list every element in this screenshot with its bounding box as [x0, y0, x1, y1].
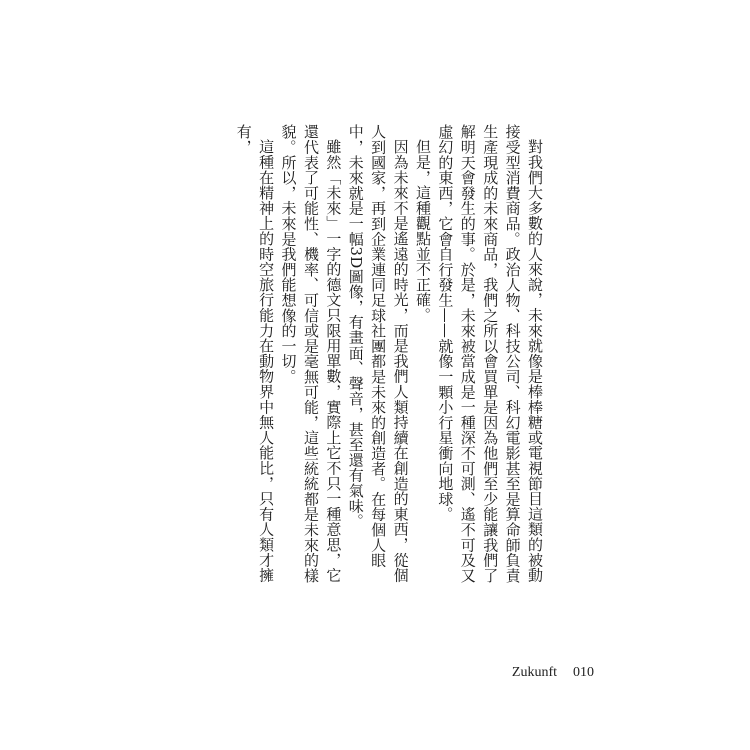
vertical-text-block — [232, 124, 546, 594]
paragraph-2: 但是，這種觀點並不正確。 — [413, 139, 432, 323]
page-footer — [512, 665, 594, 681]
paragraph-4: 雖然「未來」一字的德文只限用單數，實際上它不只一種意思，它還代表了可能性、機率、可信或是毫無可能，這些統統都是未來的樣貌。所以，未來是我們能想像的一切。 — [279, 124, 343, 583]
page-number: 010 — [573, 665, 594, 680]
paragraph-3: 因為未來不是遙遠的時光，而是我們人類持續在創造的東西，從個人到國家，再到企業連同足球社團都是未來的創造者。在每個人眼中，未來就是一幅3D圖像，有畫面、聲音，甚至還有氣味。 — [346, 124, 410, 583]
paragraph-5: 這種在精神上的時空旅行能力在動物界中無人能比，只有人類才擁有， — [234, 124, 276, 583]
paragraph-1: 對我們大多數的人來說，未來就像是棒棒糖或電視節目這類的被動接受型消費商品。政治人物、科技公司、科幻電影甚至是算命師負責生產現成的未來商品，我們之所以會買單是因為他們至少能讓我們了解明天會發生的事。於是，未來被當成是一種深不可測、遙不可及又虛幻的東西，它會自行發生——就像一顆小行星衝向地球。 — [436, 124, 544, 583]
running-title: Zukunft — [511, 665, 557, 680]
